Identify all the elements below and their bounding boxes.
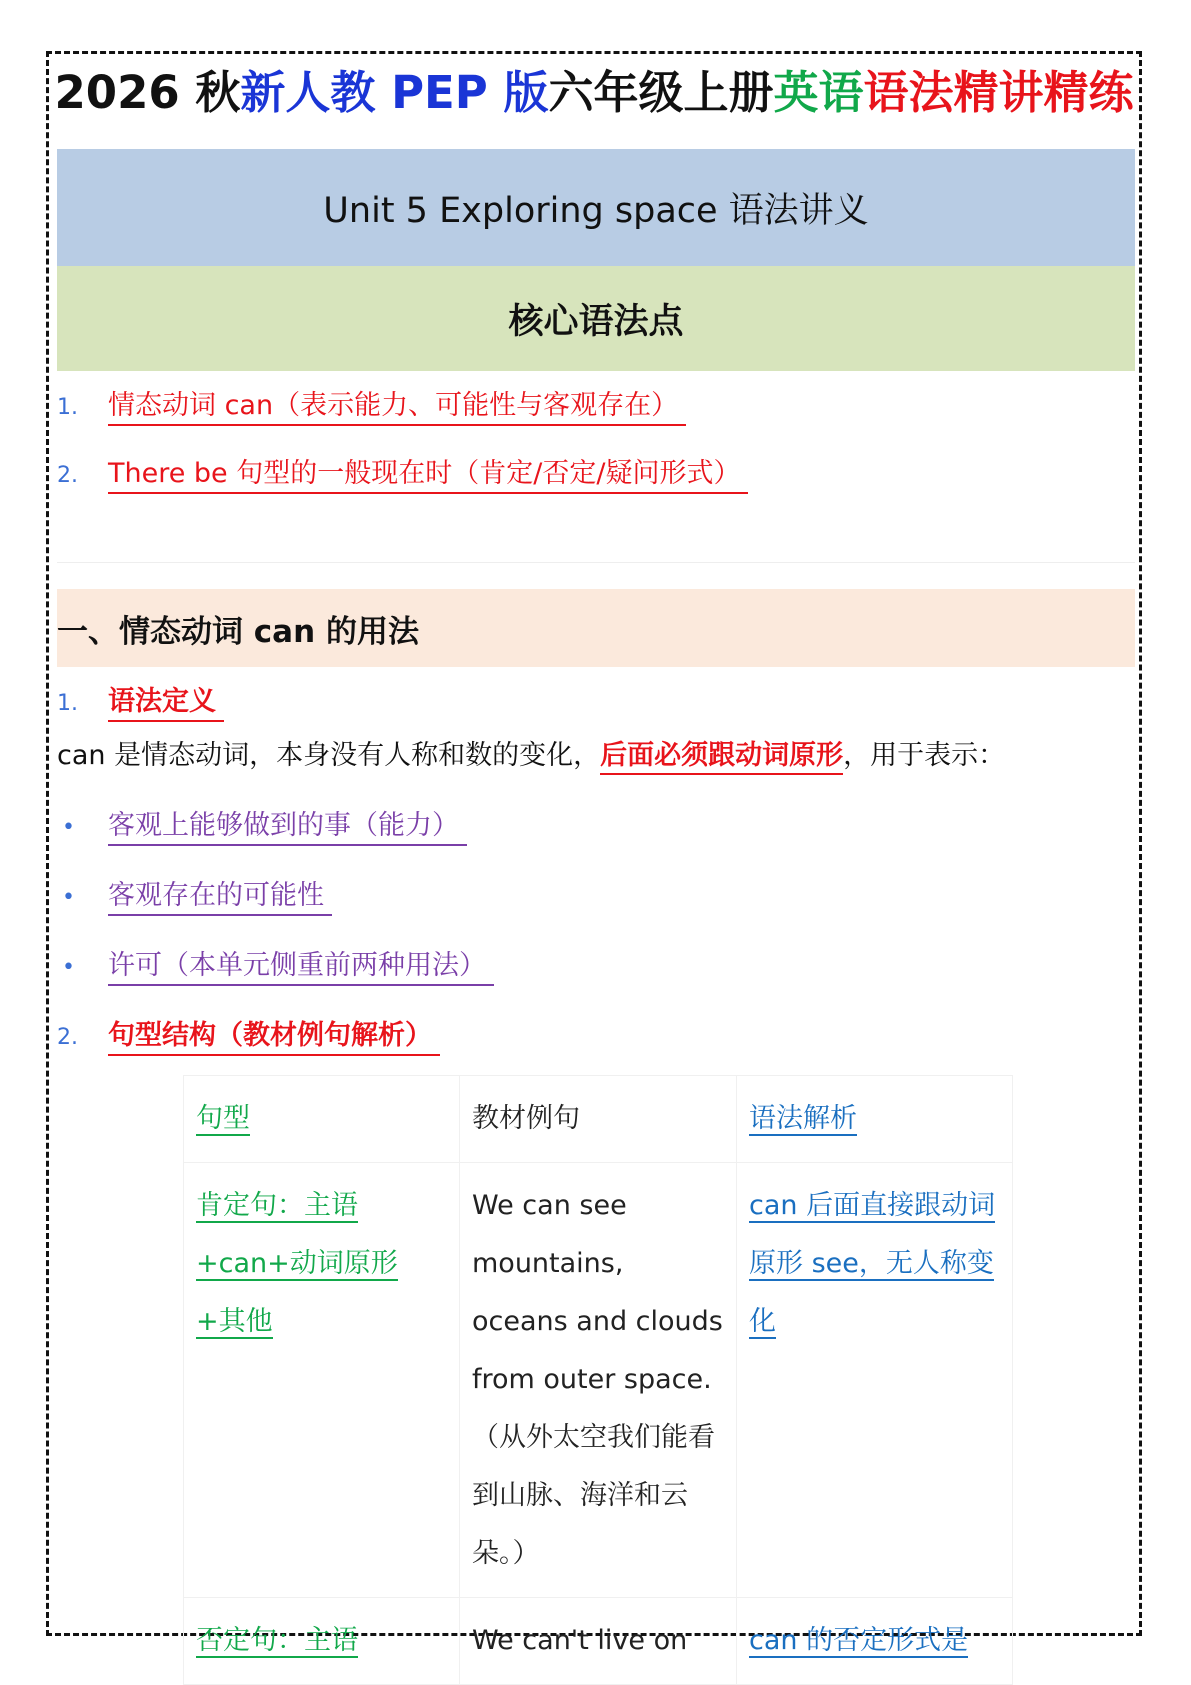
table-cell [460,1163,737,1598]
table-header-cell [460,1076,737,1163]
table-cell [737,1163,1013,1598]
bullet-text[interactable]: 客观上能够做到的事（能力） [108,803,467,846]
bullet-dot: • [62,885,75,910]
analysis-text[interactable]: can 的否定形式是 [749,1625,969,1656]
bullet-dot: • [62,815,75,840]
para-emphasis: 后面必须跟动词原形 [600,740,843,775]
pattern-text[interactable]: 否定句：主语 [196,1625,358,1656]
bullet-text[interactable]: 许可（本单元侧重前两种用法） [108,943,494,986]
core-heading-band [57,266,1135,371]
definition-label[interactable]: 语法定义 [108,679,224,722]
table-header-cell [184,1076,460,1163]
grammar-table [183,1075,1013,1685]
core-point-text[interactable]: 情态动词 can（表示能力、可能性与客观存在） [108,383,686,426]
list-number: 1. [57,691,78,716]
table-cell [460,1598,737,1685]
core-point-1 [57,383,686,426]
title-grade: 六年级上册 [548,66,774,119]
analysis-text[interactable]: can 后面直接跟动词原形 see，无人称变化 [749,1190,996,1337]
definition-item [57,679,224,722]
section1-heading-band [57,589,1135,667]
unit-heading: Unit 5 Exploring space 语法讲义 [323,190,869,231]
list-number: 2. [57,463,78,488]
title-edition: 新人教 PEP 版 [240,66,549,119]
table-cell [184,1163,460,1598]
structure-item [57,1013,440,1056]
page-title [46,62,1142,124]
section-divider [57,562,1135,563]
definition-paragraph [57,733,1005,772]
core-heading: 核心语法点 [508,301,684,342]
title-topic: 语法精讲精练 [863,66,1134,119]
section1-heading: 一、情态动词 can 的用法 [57,613,419,650]
list-number: 2. [57,1025,78,1050]
table-cell [737,1598,1013,1685]
title-subject: 英语 [773,66,864,119]
header-example: 教材例句 [472,1103,580,1134]
table-row [184,1598,1013,1685]
pattern-text[interactable]: 肯定句：主语+can+动词原形+其他 [196,1190,398,1337]
example-text: We can't live on [472,1625,688,1656]
core-point-2 [57,451,748,494]
bullet-item-1 [62,803,467,846]
header-analysis[interactable]: 语法解析 [749,1103,857,1134]
core-point-text[interactable]: There be 句型的一般现在时（肯定/否定/疑问形式） [108,451,748,494]
table-row [184,1163,1013,1598]
header-pattern[interactable]: 句型 [196,1103,250,1134]
unit-heading-band [57,149,1135,266]
table-cell [184,1598,460,1685]
para-text: can 是情态动词，本身没有人称和数的变化， [57,740,601,771]
para-text-end: ，用于表示： [843,740,1006,771]
table-header-row [184,1076,1013,1163]
list-number: 1. [57,395,78,420]
bullet-text[interactable]: 客观存在的可能性 [108,873,332,916]
bullet-item-3 [62,943,494,986]
example-text: We can see mountains, oceans and clouds from outer space.（从外太空我们能看到山脉、海洋和云朵。） [472,1190,723,1569]
title-year: 2026 秋 [54,66,241,119]
structure-label[interactable]: 句型结构（教材例句解析） [108,1013,440,1056]
bullet-dot: • [62,955,75,980]
bullet-item-2 [62,873,332,916]
table-header-cell [737,1076,1013,1163]
